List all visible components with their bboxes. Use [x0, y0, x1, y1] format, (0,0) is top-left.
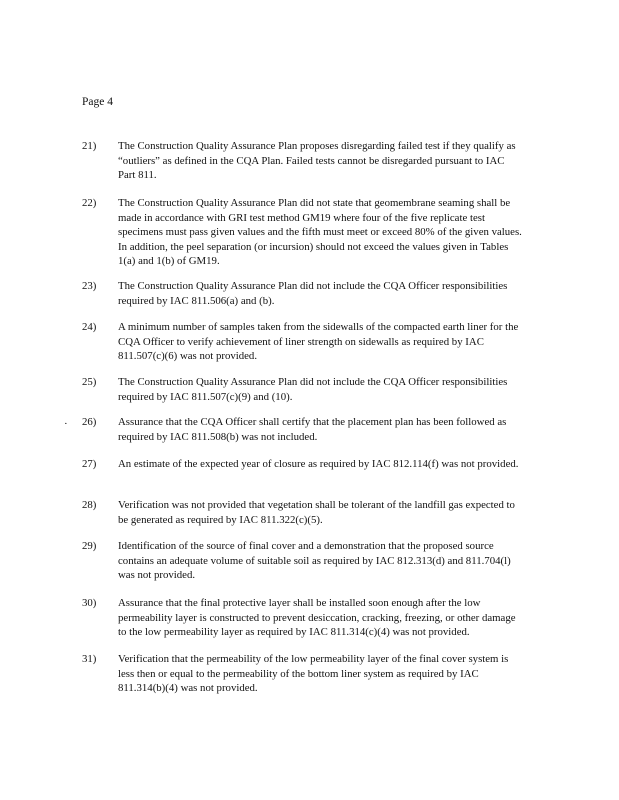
item-text: Verification was not provided that vegetation shall be tolerant of the landfill gas expected to be generated as required by IAC 811.322(c)(5).	[118, 499, 515, 526]
item-text: A minimum number of samples taken from the sidewalls of the compacted earth liner for the CQA Officer to verify achievement of liner strength on sidewalls as required by IAC 811.507(c)(6) was not provided.	[118, 321, 519, 363]
list-item-21	[82, 139, 522, 183]
item-number: 24)	[82, 321, 97, 333]
item-text: Identification of the source of final cover and a demonstration that the proposed source contains an adequate volume of suitable soil as required by IAC 812.313(d) and 811.704(l) was not provided.	[118, 540, 511, 582]
list-item-29	[82, 539, 522, 583]
item-text: An estimate of the expected year of closure as required by IAC 812.114(f) was not provided.	[118, 458, 519, 470]
item-number: 28)	[82, 499, 97, 511]
item-number: 29)	[82, 540, 97, 552]
item-text: The Construction Quality Assurance Plan did not include the CQA Officer responsibilities required by IAC 811.506(a) and (b).	[118, 280, 508, 307]
item-number: 30)	[82, 597, 97, 609]
item-number: 26)	[82, 416, 97, 428]
item-text: Assurance that the CQA Officer shall certify that the placement plan has been followed as required by IAC 811.508(b) was not included.	[118, 416, 507, 443]
item-number: 25)	[82, 376, 97, 388]
item-text: The Construction Quality Assurance Plan did not state that geomembrane seaming shall be made in accordance with GRI test method GM19 where four of the five replicate test specimens must pass given values and the fifth must meet or exceed 80% of the given values. In addition, the peel separation (or incursion) should not exceed the values given in Tables 1(a) and 1(b) of GM19.	[118, 197, 522, 268]
item-text: The Construction Quality Assurance Plan did not include the CQA Officer responsibilities required by IAC 811.507(c)(9) and (10).	[118, 376, 508, 403]
item-number: 22)	[82, 197, 97, 209]
page-label: Page 4	[82, 96, 113, 108]
list-item-25	[82, 375, 522, 404]
item-number: 21)	[82, 140, 97, 152]
list-item-27	[82, 457, 522, 472]
list-item-24	[82, 320, 522, 364]
list-item-30	[82, 596, 522, 640]
list-item-28	[82, 498, 522, 527]
list-item-23	[82, 279, 522, 308]
list-item-26	[82, 415, 522, 444]
list-item-31	[82, 652, 522, 696]
margin-mark: ·	[64, 418, 68, 430]
item-text: The Construction Quality Assurance Plan proposes disregarding failed test if they qualify as “outliers” as defined in the CQA Plan. Failed tests cannot be disregarded pursuant to IAC Part 811.	[118, 140, 516, 182]
item-text: Verification that the permeability of the low permeability layer of the final cover system is less then or equal to the permeability of the bottom liner system as required by IAC 811.314(b)(4) was not provided.	[118, 653, 509, 695]
item-number: 31)	[82, 653, 97, 665]
item-text: Assurance that the final protective layer shall be installed soon enough after the low permeability layer is constructed to prevent desiccation, cracking, freezing, or other damage to the low permeability layer as required by IAC 811.314(c)(4) was not provided.	[118, 597, 516, 639]
item-number: 27)	[82, 458, 97, 470]
list-item-22	[82, 196, 522, 269]
item-number: 23)	[82, 280, 97, 292]
